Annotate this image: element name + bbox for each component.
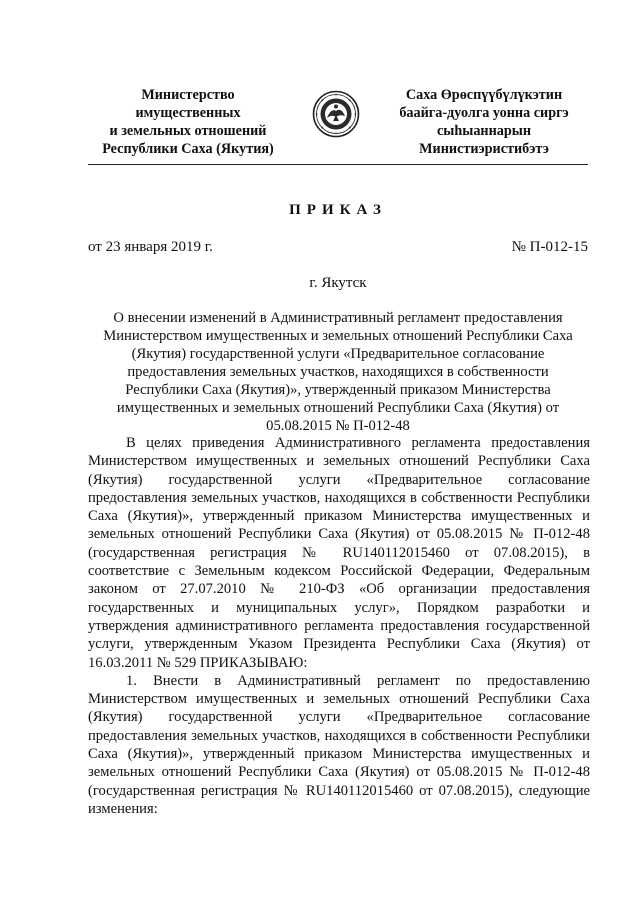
- letterhead-russian-line: Министерство: [141, 87, 235, 103]
- preamble-paragraph: В целях приведения Административного регламента предоставления Министерством имущественных и земельных отношений Республики Саха (Якутия) государственной услуги «Предварительное согласование предоставления земельных участков, находящихся в собственности Республики Саха (Якутия)», утвержденный приказом Министерства имущественных и земельных отношений Республики Саха (Якутия) от 05.08.2015 № П-012-48 (государственная регистрация № RU140112015460 от 07.08.2015), в соответствие с Земельным кодексом Российской Федерации, Федеральным законом от 27.07.2010 № 210-ФЗ «Об организации предоставления государственных и муниципальных услуг», Порядком разработки и утверждения административного регламента предоставления государственной услуги, утвержденным Указом Президента Республики Саха (Якутия) от 16.03.2011 № 529 ПРИКАЗЫВАЮ:: [88, 435, 590, 671]
- order-date: от 23 января 2019 г.: [88, 239, 213, 255]
- city: г. Якутск: [309, 275, 367, 291]
- coat-of-arms-icon: [312, 90, 360, 138]
- item-1-paragraph: 1. Внести в Административный регламент по предоставлению Министерством имущественных и земельных отношений Республики Саха (Якутия) государственной услуги «Предварительное согласование предоставления земельных участков, находящихся в собственности Республики Саха (Якутия)», утвержденный приказом Министерства имущественных и земельных отношений Республики Саха (Якутия) от 05.08.2015 № П-012-48 (государственная регистрация № RU140112015460 от 07.08.2015), следующие изменения:: [88, 672, 590, 817]
- letterhead-sakha-line: сыһыаннарын: [436, 123, 532, 139]
- letterhead-sakha-line: Министиэристибэтэ: [419, 141, 549, 157]
- order-subject: О внесении изменений в Административный регламент предоставления Министерством имущественных и земельных отношений Республики Саха (Якутия) государственной услуги «Предварительное согласование предоставления земельных участков, находящихся в собственности Республики Саха (Якутия)», утвержденный приказом Министерства имущественных и земельных отношений Республики Саха (Якутия) от 05.08.2015 № П-012-48: [103, 310, 573, 434]
- letterhead-russian-line: имущественных: [135, 105, 241, 121]
- letterhead-russian: [88, 86, 288, 158]
- order-body: [88, 434, 590, 818]
- letterhead: [88, 86, 588, 164]
- letterhead-sakha-line: Саха Өрөспүүбүлүкэтин: [405, 87, 563, 103]
- letterhead-sakha-line: баайга-дуолга уонна сиргэ: [399, 105, 569, 121]
- header-divider: [88, 164, 588, 165]
- letterhead-russian-line: и земельных отношений: [109, 123, 267, 139]
- document-title: ПРИКАЗ: [289, 202, 387, 218]
- letterhead-sakha: [384, 86, 584, 158]
- order-number: № П-012-15: [511, 239, 588, 255]
- letterhead-russian-line: Республики Саха (Якутия): [102, 141, 274, 157]
